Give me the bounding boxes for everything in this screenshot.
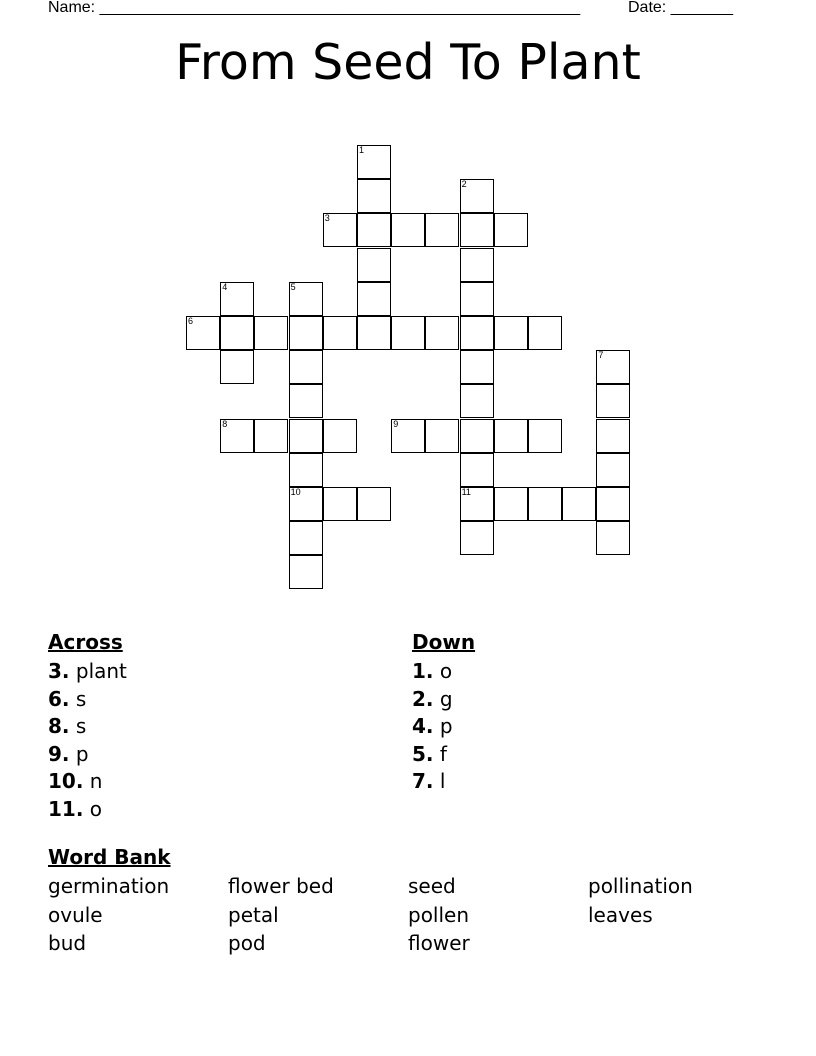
word-bank-item: flower (408, 931, 470, 955)
crossword-cell[interactable] (596, 453, 630, 487)
date-field-label: Date: _______ (628, 0, 733, 16)
word-bank-item: bud (48, 931, 87, 955)
clue-item (412, 768, 453, 796)
crossword-cell[interactable] (391, 419, 425, 453)
crossword-cell[interactable] (186, 316, 220, 350)
crossword-cell[interactable] (425, 213, 459, 247)
crossword-cell[interactable] (357, 179, 391, 213)
crossword-cell[interactable] (289, 521, 323, 555)
word-bank-item: pollen (408, 902, 470, 927)
word-bank-item: leaves (588, 902, 653, 927)
crossword-cell[interactable] (494, 213, 528, 247)
crossword-cell[interactable] (289, 384, 323, 418)
cell-number: 3 (324, 213, 330, 224)
clue-text: g (439, 686, 453, 711)
crossword-cell[interactable] (220, 419, 254, 453)
clue-item (48, 686, 127, 714)
clue-text: plant (75, 659, 127, 683)
clue-item (412, 741, 453, 769)
crossword-cell[interactable] (562, 487, 596, 521)
crossword-cell[interactable] (528, 316, 562, 350)
clue-item (412, 713, 453, 741)
clue-number: 11. (48, 796, 84, 821)
cell-number: 7 (598, 350, 604, 361)
clue-item (48, 713, 127, 741)
across-clue-list (48, 658, 127, 823)
crossword-cell[interactable] (460, 350, 494, 384)
clue-number: 9. (48, 741, 70, 766)
cell-number: 2 (461, 179, 467, 190)
crossword-cell[interactable] (220, 316, 254, 350)
crossword-cell[interactable] (528, 419, 562, 453)
crossword-cell[interactable] (596, 487, 630, 521)
word-bank-item: ovule (48, 902, 103, 927)
across-heading: Across (48, 630, 123, 654)
clue-text: s (75, 714, 87, 738)
clue-text: l (439, 769, 446, 793)
word-bank-item: petal (228, 902, 279, 927)
clue-number: 5. (412, 741, 434, 766)
crossword-cell[interactable] (425, 419, 459, 453)
crossword-cell[interactable] (357, 316, 391, 350)
crossword-cell[interactable] (323, 213, 357, 247)
clue-number: 8. (48, 714, 70, 738)
word-bank-heading: Word Bank (48, 845, 171, 869)
crossword-cell[interactable] (494, 316, 528, 350)
crossword-cell[interactable] (289, 453, 323, 487)
crossword-cell[interactable] (289, 282, 323, 316)
clue-item (412, 686, 453, 714)
crossword-cell[interactable] (596, 419, 630, 453)
cell-number: 10 (290, 487, 301, 497)
clue-text: s (75, 686, 87, 711)
clue-number: 1. (412, 659, 434, 683)
word-bank-item: germination (48, 874, 170, 898)
crossword-cell[interactable] (357, 145, 391, 179)
cell-number: 9 (393, 418, 399, 429)
clue-number: 4. (412, 714, 434, 738)
crossword-cell[interactable] (460, 521, 494, 555)
clue-item (48, 658, 127, 686)
crossword-cell[interactable] (596, 521, 630, 555)
crossword-cell[interactable] (494, 419, 528, 453)
word-bank-item: pod (228, 931, 266, 955)
clue-number: 2. (412, 686, 434, 711)
word-bank-item: flower bed (228, 874, 334, 898)
crossword-cell[interactable] (254, 316, 288, 350)
name-field-label: Name: ______________________________________________________ (48, 0, 581, 16)
clue-item (48, 796, 127, 824)
crossword-cell[interactable] (425, 316, 459, 350)
crossword-cell[interactable] (460, 282, 494, 316)
crossword-cell[interactable] (289, 487, 323, 521)
word-bank-item: seed (408, 874, 456, 898)
word-bank-item: pollination (588, 874, 693, 898)
clue-item (412, 658, 453, 686)
clue-number: 10. (48, 769, 84, 793)
crossword-cell[interactable] (220, 282, 254, 316)
down-clue-list (412, 658, 453, 796)
crossword-cell[interactable] (254, 419, 288, 453)
crossword-cell[interactable] (357, 248, 391, 282)
clue-text: p (439, 714, 453, 738)
crossword-cell[interactable] (323, 419, 357, 453)
crossword-cell[interactable] (323, 487, 357, 521)
clue-number: 7. (412, 769, 434, 793)
crossword-cell[interactable] (289, 419, 323, 453)
crossword-cell[interactable] (289, 316, 323, 350)
crossword-cell[interactable] (220, 350, 254, 384)
crossword-cell[interactable] (596, 350, 630, 384)
crossword-cell[interactable] (391, 213, 425, 247)
crossword-cell[interactable] (460, 248, 494, 282)
crossword-cell[interactable] (323, 316, 357, 350)
crossword-cell[interactable] (528, 487, 562, 521)
crossword-cell[interactable] (460, 487, 494, 521)
cell-number: 5 (290, 281, 296, 292)
clue-item (48, 741, 127, 769)
crossword-cell[interactable] (460, 213, 494, 247)
clue-text: n (89, 769, 103, 793)
clue-text: o (89, 796, 103, 821)
crossword-cell[interactable] (391, 316, 425, 350)
crossword-cell[interactable] (460, 453, 494, 487)
crossword-cell[interactable] (357, 487, 391, 521)
crossword-cell[interactable] (596, 384, 630, 418)
crossword-cell[interactable] (460, 316, 494, 350)
crossword-cell[interactable] (357, 282, 391, 316)
clue-text: o (439, 659, 453, 683)
cell-number: 11 (461, 487, 471, 497)
cell-number: 4 (222, 281, 228, 292)
down-heading: Down (412, 630, 476, 654)
cell-number: 6 (188, 316, 194, 326)
crossword-cell[interactable] (460, 179, 494, 213)
crossword-cell[interactable] (460, 384, 494, 418)
cell-number: 1 (359, 145, 365, 155)
crossword-cell[interactable] (494, 487, 528, 521)
clue-number: 3. (48, 659, 70, 683)
crossword-cell[interactable] (289, 555, 323, 589)
clue-number: 6. (48, 686, 70, 711)
crossword-cell[interactable] (460, 419, 494, 453)
page-title: From Seed To Plant (175, 34, 641, 91)
clue-text: p (75, 741, 89, 766)
cell-number: 8 (222, 418, 228, 429)
clue-item (48, 768, 127, 796)
word-bank (48, 872, 768, 958)
clue-text: f (439, 741, 447, 766)
crossword-cell[interactable] (357, 213, 391, 247)
crossword-cell[interactable] (289, 350, 323, 384)
